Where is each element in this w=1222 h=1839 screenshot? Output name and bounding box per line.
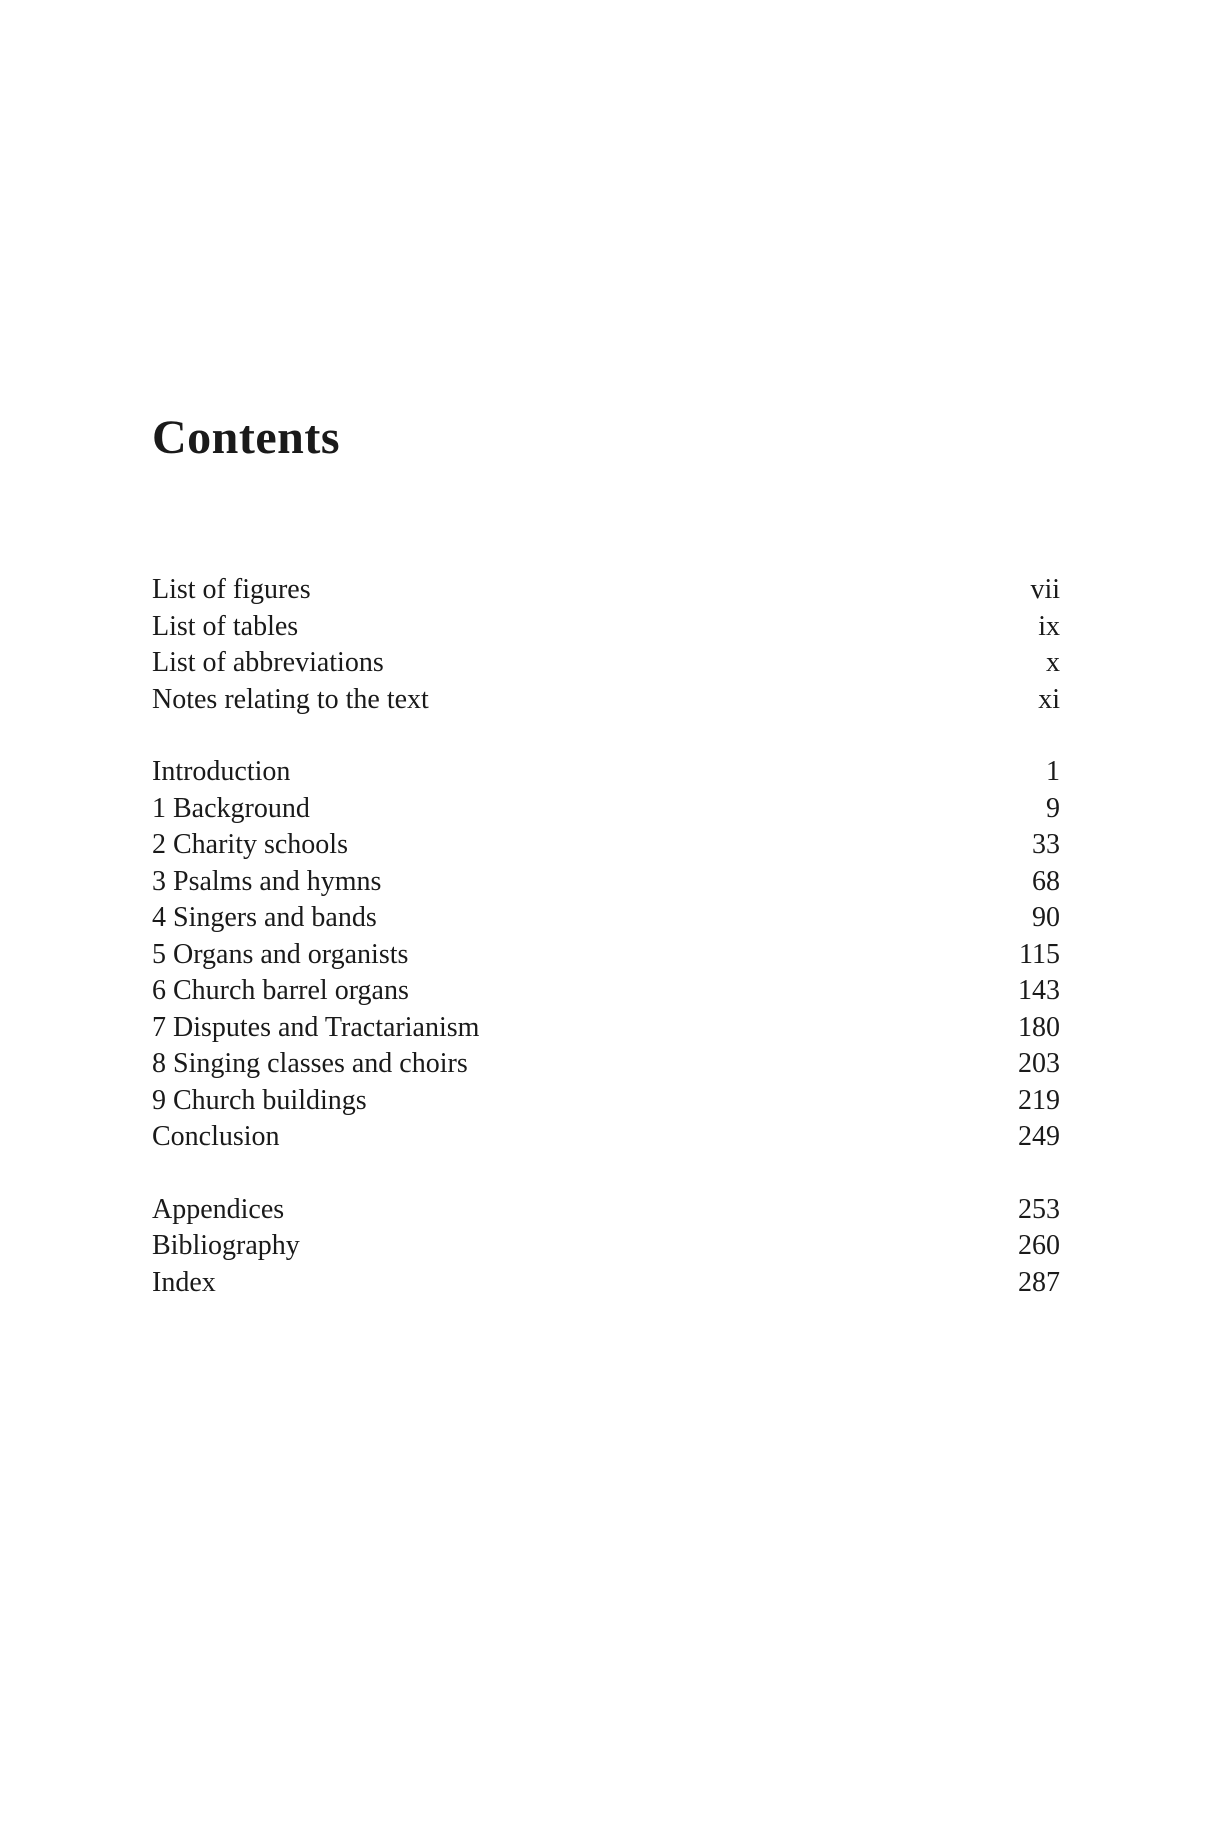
toc-entry-title: 9 Church buildings	[152, 1084, 367, 1116]
toc-entry-page: 90	[1032, 902, 1060, 933]
toc-entry-title: Appendices	[152, 1193, 285, 1225]
toc-entry-title: Index	[152, 1266, 216, 1298]
toc-entry	[152, 572, 1060, 609]
toc-entry	[152, 1192, 1060, 1229]
toc-entry	[152, 1119, 1060, 1156]
toc-entry-page: 253	[1018, 1193, 1060, 1225]
toc-entry-title: Notes relating to the text	[152, 683, 429, 715]
toc-entry-page: xi	[1038, 683, 1060, 715]
toc-entry-page: ix	[1038, 610, 1060, 642]
toc-entry-page: 33	[1032, 829, 1060, 860]
page-title: Contents	[152, 411, 341, 464]
toc-entry-title: List of tables	[152, 610, 299, 642]
toc-entry-title: Introduction	[152, 756, 291, 787]
toc-entry-title: 8 Singing classes and choirs	[152, 1048, 468, 1079]
table-of-contents	[152, 572, 1060, 1301]
toc-entry	[152, 1265, 1060, 1302]
toc-entry-page: 115	[1019, 938, 1060, 970]
toc-entry-page: x	[1046, 647, 1060, 678]
toc-entry	[152, 900, 1060, 937]
toc-entry	[152, 827, 1060, 864]
toc-group-chapters	[152, 754, 1060, 1156]
toc-entry-title: 3 Psalms and hymns	[152, 865, 382, 897]
toc-entry-page: 203	[1018, 1048, 1060, 1079]
toc-entry-title: 2 Charity schools	[152, 829, 348, 860]
toc-group-back-matter	[152, 1192, 1060, 1302]
toc-entry	[152, 1010, 1060, 1047]
toc-entry	[152, 1228, 1060, 1265]
toc-entry-title: Conclusion	[152, 1121, 280, 1152]
toc-entry	[152, 1046, 1060, 1083]
toc-entry-title: 6 Church barrel organs	[152, 975, 409, 1006]
toc-entry-page: 68	[1032, 865, 1060, 897]
toc-entry	[152, 754, 1060, 791]
toc-entry-page: vii	[1030, 574, 1060, 605]
toc-entry	[152, 973, 1060, 1010]
toc-entry-page: 1	[1046, 756, 1060, 787]
toc-entry	[152, 682, 1060, 719]
toc-entry-title: List of figures	[152, 574, 311, 605]
toc-entry-page: 249	[1018, 1121, 1060, 1152]
toc-entry-title: List of abbreviations	[152, 647, 384, 678]
toc-entry-page: 260	[1018, 1230, 1060, 1261]
toc-entry	[152, 645, 1060, 682]
toc-entry-page: 219	[1018, 1084, 1060, 1116]
toc-entry-page: 9	[1046, 792, 1060, 824]
toc-entry-title: 1 Background	[152, 792, 310, 824]
toc-entry-page: 180	[1018, 1011, 1060, 1043]
toc-entry	[152, 864, 1060, 901]
toc-group-front-matter	[152, 572, 1060, 718]
toc-entry-page: 287	[1018, 1266, 1060, 1298]
toc-entry	[152, 937, 1060, 974]
toc-entry	[152, 609, 1060, 646]
toc-entry-page: 143	[1018, 975, 1060, 1006]
toc-entry-title: Bibliography	[152, 1230, 300, 1261]
toc-entry	[152, 1083, 1060, 1120]
toc-entry	[152, 791, 1060, 828]
toc-entry-title: 5 Organs and organists	[152, 938, 409, 970]
toc-entry-title: 4 Singers and bands	[152, 902, 377, 933]
toc-entry-title: 7 Disputes and Tractarianism	[152, 1011, 480, 1043]
